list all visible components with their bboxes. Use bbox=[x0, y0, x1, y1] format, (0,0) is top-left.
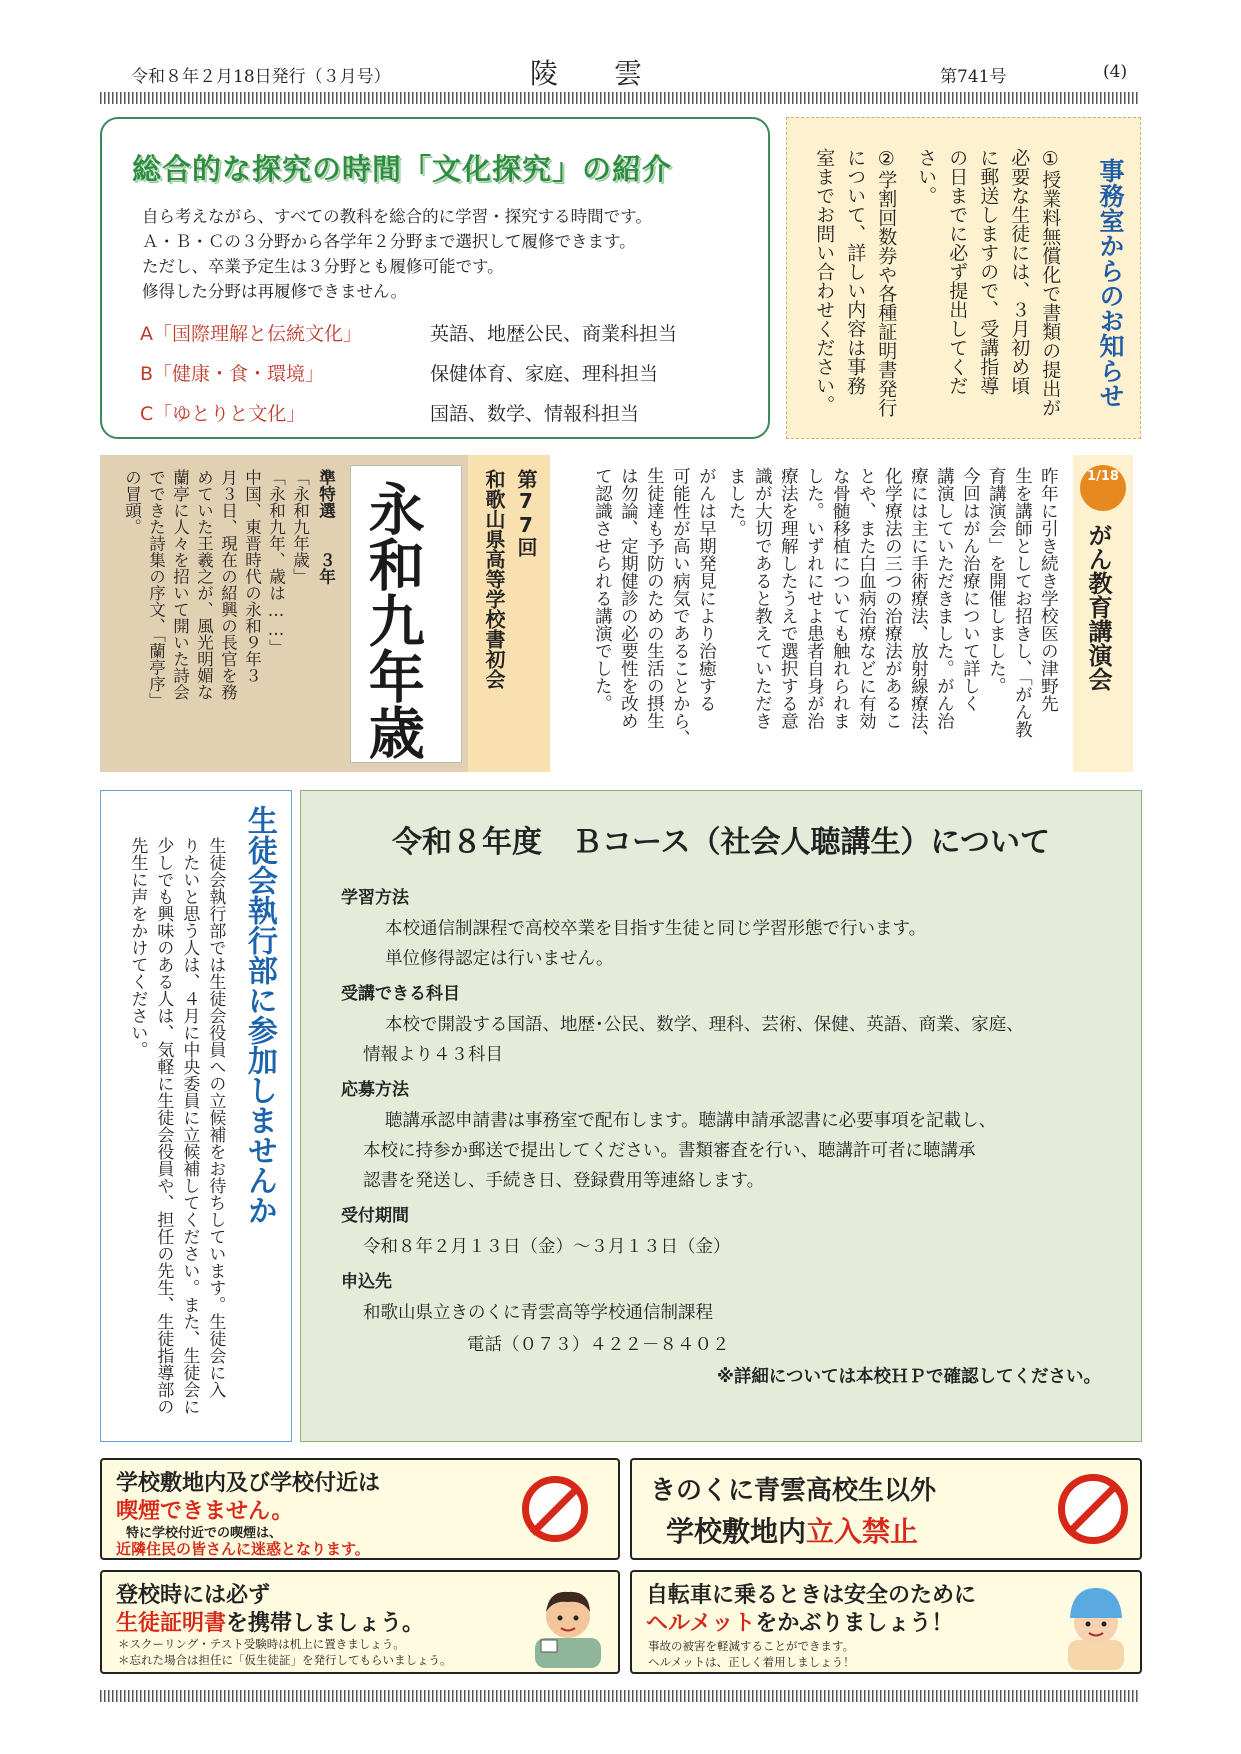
office-line: 室までお問い合わせください。 bbox=[813, 148, 836, 414]
calligraphy-line: 「永和九年、歳は……」 bbox=[266, 469, 286, 656]
entry-line2 bbox=[666, 1510, 918, 1550]
article-line: な骨髄移植についても触れられま bbox=[830, 467, 851, 730]
council-line: 先生に声をかけてください。 bbox=[127, 837, 148, 1058]
contest-edition: 第77回 bbox=[514, 469, 538, 557]
field-b bbox=[140, 359, 659, 386]
helmet-figure-icon bbox=[1054, 1578, 1138, 1670]
article-line: ました。 bbox=[726, 467, 747, 537]
intro-line: 修得した分野は再履修できません。 bbox=[142, 282, 407, 301]
id-line2 bbox=[116, 1606, 424, 1637]
intro-line: ただし、卒業予定生は３分野とも履修可能です。 bbox=[142, 257, 504, 276]
helmet-line2a: ヘルメット bbox=[646, 1611, 756, 1636]
field-name: B「健康・食・環境」 bbox=[140, 363, 325, 385]
office-line: に郵送しますので、受講指導 bbox=[977, 148, 1000, 395]
article-line: 療には主に手術療法、放射線療法、 bbox=[908, 467, 929, 747]
no-entry-notice bbox=[630, 1458, 1142, 1560]
field-subjects: 国語、数学、情報科担当 bbox=[430, 403, 640, 425]
smoking-line1: 学校敷地内及び学校付近は bbox=[116, 1471, 381, 1496]
no-smoking-notice bbox=[100, 1458, 620, 1560]
calligraphy-line: めていた王羲之が、風光明媚な bbox=[194, 469, 214, 700]
phone-line: 電話（０７３）４２２－８４０２ bbox=[467, 1335, 730, 1355]
office-line: ②学割回数券や各種証明書発行 bbox=[875, 148, 898, 417]
article-line: 生徒達も予防のための生活の摂生 bbox=[644, 467, 665, 730]
student-id-notice bbox=[100, 1570, 620, 1674]
section-heading: 学習方法 bbox=[341, 888, 409, 908]
article-line: とや、また白血病治療などに有効 bbox=[856, 467, 877, 730]
article-line: 講演していただきました。がん治 bbox=[934, 467, 955, 730]
b-course-panel bbox=[300, 790, 1142, 1442]
entry-line2b: 立入禁止 bbox=[806, 1515, 919, 1548]
section-line: 聴講承認申請書は事務室で配布します。聴講申請承認書に必要事項を記載し、 bbox=[385, 1111, 997, 1131]
section-line: 和歌山県立きのくに青雲高等学校通信制課程 bbox=[363, 1303, 713, 1323]
issue-date: 令和８年２月18日発行（３月号） bbox=[131, 67, 391, 87]
award-label: 準特選 ３年 bbox=[316, 469, 336, 585]
footer-rule bbox=[100, 1690, 1140, 1702]
calligraphy-characters: 永和九年歳 bbox=[359, 480, 426, 760]
article-line: 昨年に引き続き学校医の津野先 bbox=[1038, 467, 1059, 712]
bunka-intro bbox=[142, 204, 652, 304]
bunka-tankyu-panel bbox=[100, 117, 770, 439]
cancer-lecture-title: がん教育講演会 bbox=[1084, 523, 1112, 691]
id-line3: ＊スクーリング・テスト受験時は机上に置きましょう。 bbox=[118, 1637, 405, 1651]
council-line: 少しでも興味のある人は、気軽に生徒会役員や、担任の先生、生徒指導部の bbox=[153, 837, 174, 1415]
calligraphy-line: でできた詩集の序文、「蘭亭序」 bbox=[146, 469, 166, 709]
intro-line: Ａ・Ｂ・Ｃの３分野から各学年２分野まで選択して履修できます。 bbox=[142, 232, 636, 251]
entry-line2a: 学校敷地内 bbox=[666, 1515, 807, 1548]
article-line: は勿論、定期健診の必要性を改め bbox=[618, 467, 639, 730]
newspaper-title: 陵 雲 bbox=[530, 57, 643, 90]
article-line: 療法を理解したうえで選択する意 bbox=[778, 467, 799, 730]
smoking-line4: 近隣住民の皆さんに迷惑となります。 bbox=[116, 1540, 370, 1558]
article-line: した。いずれにせよ患者自身が治 bbox=[804, 467, 825, 730]
date-badge: 1/18 bbox=[1080, 465, 1126, 511]
article-line: がんは早期発見により治癒する bbox=[696, 467, 717, 712]
calligraphy-line: 「永和九年歳」 bbox=[290, 469, 310, 585]
field-name: A「国際理解と伝統文化」 bbox=[140, 323, 362, 345]
contest-name: 和歌山県高等学校書初会 bbox=[482, 469, 506, 689]
id-line1: 登校時には必ず bbox=[116, 1583, 271, 1608]
bunka-title: 総合的な探究の時間「文化探究」の紹介 bbox=[132, 152, 673, 186]
helmet-line1: 自転車に乗るときは安全のために bbox=[646, 1583, 977, 1608]
section-line: 本校通信制課程で高校卒業を目指す生徒と同じ学習形態で行います。 bbox=[385, 919, 927, 939]
section-line: 本校で開設する国語、地歴･公民、数学、理科、芸術、保健、英語、商業、家庭、 bbox=[385, 1015, 1024, 1035]
page-number: (4) bbox=[1103, 62, 1128, 82]
section-line: 令和８年２月１３日（金）～３月１３日（金） bbox=[363, 1237, 731, 1257]
article-line: て認識させられる講演でした。 bbox=[592, 467, 613, 712]
calligraphy-line: の冒頭。 bbox=[122, 469, 142, 535]
calligraphy-artwork bbox=[350, 465, 462, 763]
council-line: りたいと思う人は、４月に中央委員に立候補してください。また、生徒会に bbox=[179, 837, 200, 1415]
office-notice-title: 事務室からのお知らせ bbox=[1096, 158, 1125, 408]
section-heading: 応募方法 bbox=[341, 1080, 409, 1100]
section-line: 本校に持参か郵送で提出してください。書類審査を行い、聴講許可者に聴講承 bbox=[363, 1141, 976, 1161]
id-line2a: 生徒証明書 bbox=[116, 1611, 227, 1636]
no-entry-sign-icon bbox=[1058, 1474, 1128, 1544]
b-course-note: ※詳細については本校ＨＰで確認してください。 bbox=[716, 1367, 1101, 1387]
cancer-lecture-article bbox=[560, 455, 1145, 772]
student-council-panel bbox=[100, 790, 292, 1442]
calligraphy-line: 中国、東晋時代の永和９年３ bbox=[242, 469, 262, 684]
student-council-title: 生徒会執行部に参加しませんか bbox=[241, 805, 277, 1225]
calligraphy-line: 蘭亭に人々を招いて開いた詩会 bbox=[170, 469, 190, 700]
student-figure-icon bbox=[527, 1582, 609, 1668]
article-line: 生を講師としてお招きし、「がん教 bbox=[1012, 467, 1033, 739]
section-heading: 受付期間 bbox=[341, 1206, 409, 1226]
section-line: 情報より４３科目 bbox=[363, 1045, 503, 1065]
calligraphy-article bbox=[100, 455, 550, 772]
helmet-notice bbox=[630, 1570, 1142, 1674]
field-name: C「ゆとりと文化」 bbox=[140, 403, 306, 425]
section-heading: 受講できる科目 bbox=[341, 984, 460, 1004]
entry-line1: きのくに青雲高校生以外 bbox=[650, 1476, 937, 1506]
section-heading: 申込先 bbox=[341, 1272, 392, 1292]
field-subjects: 保健体育、家庭、理科担当 bbox=[430, 363, 659, 385]
article-line: 可能性が高い病気であることから、 bbox=[670, 467, 691, 747]
smoking-line2: 喫煙できません。 bbox=[116, 1499, 294, 1524]
smoking-line3: 特に学校付近での喫煙は、 bbox=[126, 1526, 283, 1541]
issue-number: 第741号 bbox=[940, 67, 1007, 87]
id-line2b: を携帯しましょう。 bbox=[226, 1611, 425, 1636]
article-line: 今回はがん治療について詳しく bbox=[960, 467, 981, 712]
office-line: の日までに必ず提出してくだ bbox=[946, 148, 969, 395]
field-c bbox=[140, 399, 640, 426]
calligraphy-line: 月３日、現在の紹興の長官を務 bbox=[218, 469, 238, 700]
office-line: ①授業料無償化で書類の提出が bbox=[1039, 148, 1062, 417]
office-line: 必要な生徒には、３月初め頃 bbox=[1008, 148, 1031, 395]
helmet-line3: 事故の被害を軽減することができます。 bbox=[648, 1639, 855, 1653]
helmet-line4: ヘルメットは、正しく着用しましょう！ bbox=[648, 1655, 855, 1669]
section-line: 単位修得認定は行いません。 bbox=[385, 949, 614, 969]
id-line4: ＊忘れた場合は担任に「仮生徒証」を発行してもらいましょう。 bbox=[118, 1653, 452, 1667]
no-smoking-icon bbox=[522, 1476, 588, 1542]
field-a bbox=[140, 319, 678, 346]
article-line: 育講演会」を開催しました。 bbox=[986, 467, 1007, 695]
header-rule bbox=[100, 92, 1140, 104]
helmet-line2b: をかぶりましょう！ bbox=[755, 1611, 954, 1636]
section-line: 認書を発送し、手続き日、登録費用等連絡します。 bbox=[363, 1171, 765, 1191]
helmet-line2 bbox=[646, 1606, 953, 1637]
intro-line: 自ら考えながら、すべての教科を総合的に学習・探究する時間です。 bbox=[142, 207, 652, 226]
article-line: 化学療法の三つの治療法があるこ bbox=[882, 467, 903, 730]
b-course-title: 令和８年度 Ｂコース（社会人聴講生）について bbox=[392, 825, 1050, 860]
office-line: さい。 bbox=[915, 148, 938, 205]
field-subjects: 英語、地歴公民、商業科担当 bbox=[430, 323, 678, 345]
article-line: 識が大切であると教えていただき bbox=[752, 467, 773, 730]
office-line: について、詳しい内容は事務 bbox=[844, 148, 867, 395]
office-notice-panel bbox=[786, 117, 1141, 439]
council-line: 生徒会執行部では生徒会役員への立候補をお待ちしています。生徒会に入 bbox=[205, 837, 226, 1398]
